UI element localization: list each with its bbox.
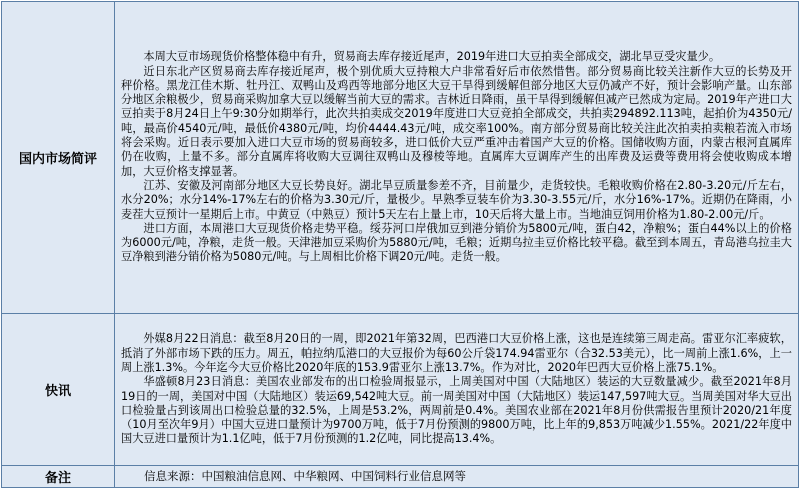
report-table	[1, 1, 799, 488]
paragraph: 进口方面，本周港口大豆现货价格走势平稳。绥芬河口岸俄加豆到港分销价为5800元/吨，蛋白42，净粮%；蛋白44%以上的价格为6000元/吨，净粮，走货一般。天津港加豆采购价为5880元/吨，毛粮；近期乌拉圭豆价格比较平稳。截至到本周五，青岛港乌拉圭大豆净粮到港分销价格为5080元/吨。与上周相比价格下调20元/吨。走货一般。	[121, 221, 792, 264]
row-news-flash	[2, 314, 799, 466]
notes-content	[115, 466, 799, 488]
paragraph: 本周大豆市场现货价格整体稳中有升，贸易商去库存接近尾声，2019年进口大豆拍卖全部成交，湖北旱豆受灾量少。	[143, 50, 721, 64]
row-label-news-flash: 快讯	[2, 314, 115, 466]
news-flash-content	[115, 314, 799, 466]
paragraph: 近日东北产区贸易商去库存接近尾声，极个别优质大豆持粮大户非常看好后市依然惜售。部分贸易商比较关注新作大豆的长势及开秤价格。黑龙江佳木斯、牡丹江、双鸭山及鸡西等地部分地区大豆干旱得到缓解但部分地区大豆仍减产不好，预计会影响产量。山东部分地区余粮极少，贸易商采购加拿大豆以缓解当前大豆的需求。吉林近日降雨，虽干旱得到缓解但减产已然成为定局。2019年产进口大豆拍卖于8月24日上午9:30分如期举行，此次共拍卖成交2019年度进口大豆竞拍全部成交，共拍卖294892.113吨，起拍价为4350元/吨，最高价4540元/吨，最低价4380元/吨，均价4444.43元/吨，成交率100%。南方部分贸易商比较关注此次拍卖拍卖粮若流入市场将会采购。近日表示要加入进口大豆市场的贸易商较多，进口低价大豆严重冲击着国产大豆的价格。国储收购方面，内蒙古根河直属库仍在收购，上量不多。部分直属库将收购大豆调往双鸭山及穆棱等地。直属库大豆调库产生的出库费及运费等费用将会使收购成本增加，大豆价格支撑显著。	[121, 64, 792, 178]
row-domestic-market	[2, 2, 799, 314]
paragraph: 华盛顿8月23日消息：美国农业部发布的出口检验周报显示，上周美国对中国（大陆地区）装运的大豆数量减少。截至2021年8月19日的一周，美国对中国（大陆地区）装运69,542吨大豆。前一周美国对中国（大陆地区）装运147,597吨大豆。当周美国对华大豆出口检验量占到该周出口检验总量的32.5%，上周是53.2%，两周前是0.4%。美国农业部在2021年8月份供需报告里预计2020/21年度（10月至次年9月）中国大豆进口量预计为9700万吨，低于7月份预测的9800万吨，比上年的9,853万吨减少1.55%。2021/22年度中国大豆进口量预计为1.1亿吨，低于7月份预测的1.2亿吨，同比提高13.4%。	[121, 375, 792, 446]
source-note: 信息来源：中国粮油信息网、中华粮网、中国饲料行业信息网等	[144, 469, 466, 484]
row-label-domestic-market: 国内市场简评	[2, 2, 115, 314]
row-notes	[2, 466, 799, 488]
domestic-market-content	[115, 2, 799, 314]
paragraph: 江苏、安徽及河南部分地区大豆长势良好。湖北旱豆质量参差不齐，目前量少，走货较快。毛粮收购价格在2.80-3.20元/斤左右，水分20%；水分14%-17%左右的价格为3.30元/斤，量极少。早熟季豆装车价为3.30-3.55元/斤，水分16%-17%。近期仍在降雨，小麦茬大豆预计一星期后上市。中黄豆（中熟豆）预计5天左右上量上市，10天后将大量上市。当地油豆饲用价格为1.80-2.00元/斤。	[121, 178, 792, 221]
row-label-notes: 备注	[2, 466, 115, 488]
paragraph: 外媒8月22日消息：截至8月20日的一周，即2021年第32周，巴西港口大豆价格上涨，这也是连续第三周走高。雷亚尔汇率疲软，抵消了外部市场下跌的压力。周五，帕拉纳瓜港口的大豆报价为每60公斤袋174.94雷亚尔（合32.53美元），比一周前上涨1.6%，上一周上涨1.3%。今年迄今大豆价格比2020年底的153.9雷亚尔上涨13.7%。作为对比，2020年巴西大豆价格上涨75.1%。	[121, 332, 792, 374]
